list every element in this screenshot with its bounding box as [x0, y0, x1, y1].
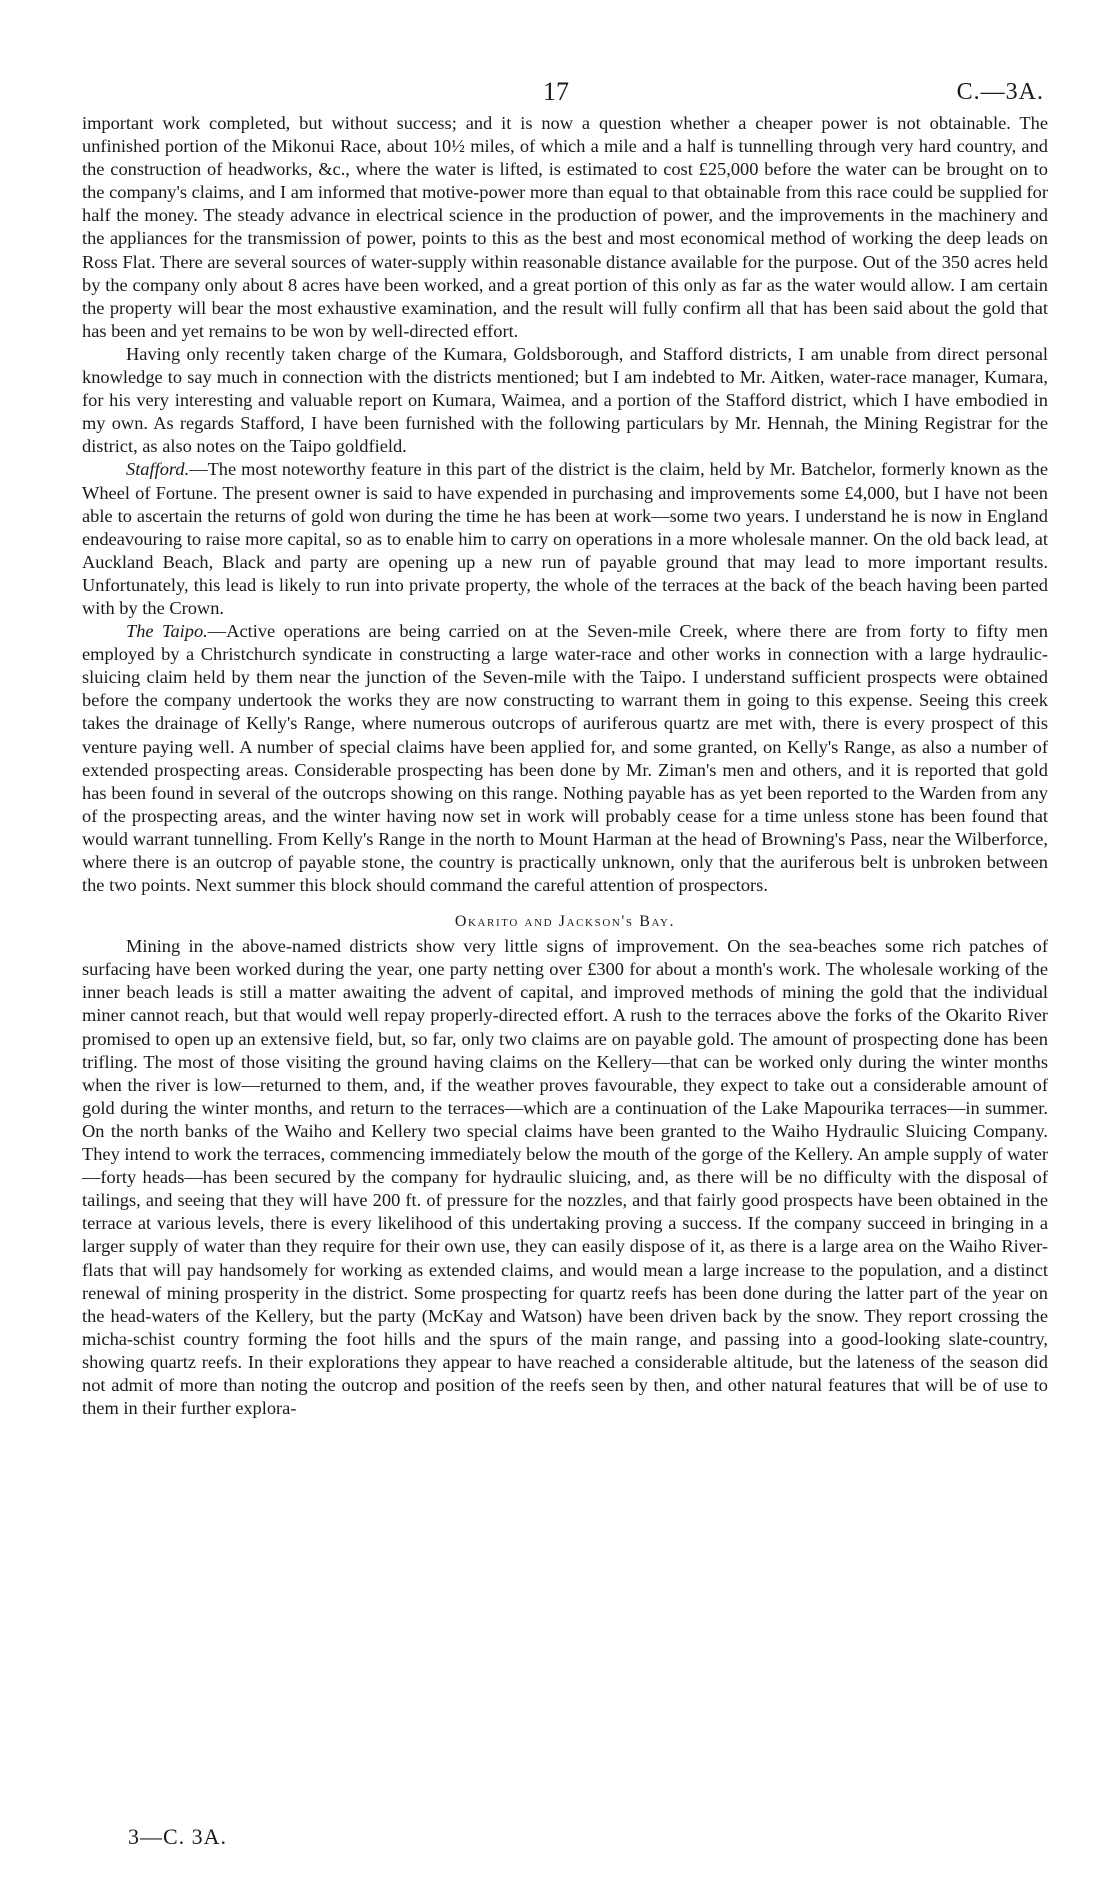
- taipo-text: —Active operations are being carried on at the Seven-mile Creek, where there are from forty to fifty men employed by a Christchurch syndicate in constructing a large water-race and other works in connection with a large hydraulic-sluicing claim held by them near the junction of the Seven-mile with the Taipo. I understand sufficient prospects were obtained before the company undertook the works they are now constructing to warrant them in going to this expense. Seeing this creek takes the drainage of Kelly's Range, where numerous outcrops of auriferous quartz are met with, there is every prospect of this venture paying well. A number of special claims have been applied for, and some granted, on Kelly's Range, as also a number of extended prospecting areas. Considerable prospecting has been done by Mr. Ziman's men and others, and it is reported that gold has been found in several of the outcrops showing on this range. Nothing payable has as yet been reported to the Warden from any of the prospecting areas, and the winter having now set in work will probably cease for a time unless stone has been found that would warrant tunnelling. From Kelly's Range in the north to Mount Harman at the head of Browning's Pass, near the Wilberforce, where there is an outcrop of payable stone, the country is practically unknown, only that the auriferous belt is unbroken between the two points. Next summer this block should command the careful attention of prospectors.: [82, 621, 1048, 896]
- stafford-text: —The most noteworthy feature in this part of the district is the claim, held by Mr. Batchelor, formerly known as the Wheel of Fortune. The present owner is said to have expended in purchasing and improvements some £4,000, but I have not been able to ascertain the returns of gold won during the time he has been at work—some two years. I understand he is now in England endeavouring to raise more capital, so as to enable him to carry on operations in a more wholesale manner. On the old back lead, at Auckland Beach, Black and party are opening up a new run of payable ground that may lead to more important results. Unfortunately, this lead is likely to run into private property, the whole of the terraces at the back of the beach having been parted with by the Crown.: [82, 459, 1048, 618]
- paragraph-stafford: [82, 458, 1048, 620]
- body-text: [82, 112, 1048, 1420]
- signature-reference: 3—C. 3A.: [128, 1824, 228, 1849]
- paragraph-continuation: important work completed, but without success; and it is now a question whether a cheaper power is not obtainable. The unfinished portion of the Mikonui Race, about 10½ miles, of which a mile and a half is tunnelling through very hard country, and the construction of headworks, &c., where the water is lifted, is estimated to cost £25,000 before the water can be brought on to the company's claims, and I am informed that motive-power more than equal to that obtainable from this race could be supplied for half the money. The steady advance in electrical science in the production of power, and the improvements in the machinery and the appliances for the transmission of power, points to this as the best and most economical method of working the deep leads on Ross Flat. There are several sources of water-supply within reasonable distance available for the purpose. Out of the 350 acres held by the company only about 8 acres have been worked, and a great portion of this only as far as the water would allow. I am certain the property will bear the most exhaustive examination, and the result will fully confirm all that has been said about the gold that has been and yet remains to be won by well-directed effort.: [82, 113, 1048, 341]
- paragraph-okarito: Mining in the above-named districts show very little signs of improvement. On the sea-beaches some rich patches of surfacing have been worked during the year, one party netting over £300 for about a month's work. The wholesale working of the inner beach leads is still a matter awaiting the advent of capital, and improved methods of mining the gold that the individual miner cannot reach, but that would well repay properly-directed effort. A rush to the terraces above the forks of the Okarito River promised to open up an extensive field, but, so far, only two claims are on payable gold. The amount of prospecting done has been trifling. The most of those visiting the ground having claims on the Kellery—that can be worked only during the winter months when the river is low—returned to them, and, if the weather proves favourable, they expect to take out a considerable amount of gold during the winter months, and return to the terraces—which are a continuation of the Lake Mapourika terraces—in summer. On the north banks of the Waiho and Kellery two special claims have been granted to the Waiho Hydraulic Sluicing Company. They intend to work the terraces, commencing immediately below the mouth of the gorge of the Kellery. An ample supply of water—forty heads—has been secured by the company for hydraulic sluicing, and, as there will be no difficulty with the disposal of tailings, and seeing that they will have 200 ft. of pressure for the nozzles, and that fairly good prospects have been obtained in the terrace at various levels, there is every likelihood of this undertaking proving a success. If the company succeed in bringing in a larger supply of water than they require for their own use, they can easily dispose of it, as there is a large area on the Waiho River-flats that will pay handsomely for working as extended claims, and would mean a large increase to the population, and a distinct renewal of mining prosperity in the district. Some prospecting for quartz reefs has been done during the latter part of the year on the head-waters of the Kellery, but the party (McKay and Watson) have been driven back by the snow. They report crossing the micha-schist country forming the foot hills and the spurs of the main range, and passing into a good-looking slate-country, showing quartz reefs. In their explorations they appear to have reached a considerable altitude, but the lateness of the season did not admit of more than noting the outcrop and position of the reefs seen by then, and other natural features that will be of use to them in their further explora-: [82, 936, 1048, 1419]
- taipo-heading: The Taipo.: [126, 621, 208, 642]
- stafford-heading: Stafford.: [126, 459, 190, 480]
- page-number: 17: [543, 77, 569, 106]
- paragraph-taipo: [82, 620, 1048, 897]
- page-header: [0, 76, 1114, 108]
- document-reference: C.—3A.: [956, 79, 1044, 105]
- paragraph-districts: Having only recently taken charge of the Kumara, Goldsborough, and Stafford districts, I am unable from direct personal knowledge to say much in connection with the districts mentioned; but I am indebted to Mr. Aitken, water-race manager, Kumara, for his very interesting and valuable report on Kumara, Waimea, and a portion of the Stafford district, which I have embodied in my own. As regards Stafford, I have been furnished with the following particulars by Mr. Hennah, the Mining Registrar for the district, as also notes on the Taipo goldfield.: [82, 343, 1048, 457]
- section-heading-okarito: Okarito and Jackson's Bay.: [454, 913, 676, 931]
